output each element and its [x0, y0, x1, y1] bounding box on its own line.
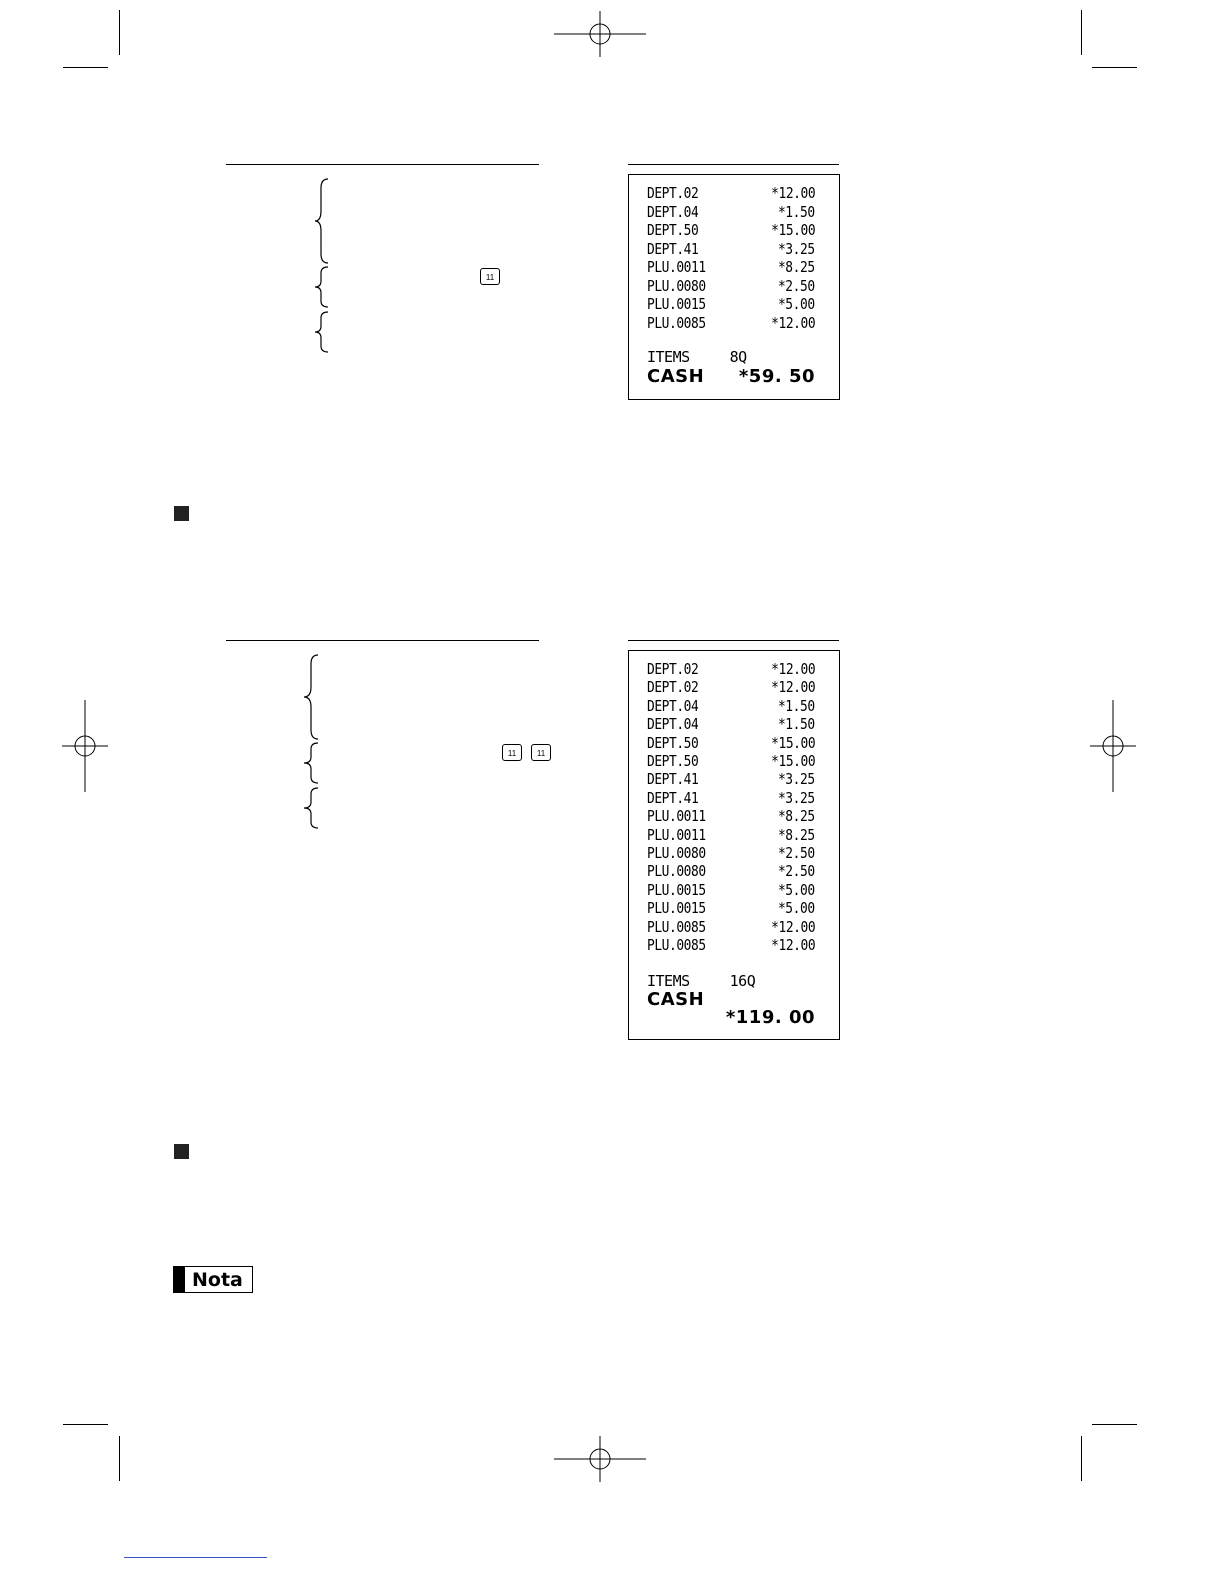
section-bullet	[174, 506, 189, 521]
item-amount: *5.00	[778, 880, 815, 899]
brace-group-plu-indirect	[300, 787, 322, 829]
receipt-2	[628, 650, 840, 1040]
receipt-line	[647, 203, 815, 221]
receipt-line	[647, 734, 815, 752]
crop-mark	[119, 10, 120, 55]
items-qty: 16Q	[729, 972, 756, 990]
crop-mark	[1092, 1424, 1137, 1425]
item-name: DEPT.04	[647, 202, 699, 221]
cash-amount: *59. 50	[738, 366, 815, 387]
item-amount: *1.50	[778, 696, 815, 715]
registration-mark-bottom	[554, 1436, 646, 1482]
item-name: PLU.0080	[647, 844, 706, 862]
item-amount: *5.00	[778, 295, 815, 313]
receipt-line	[647, 844, 815, 862]
receipt-line	[647, 789, 815, 807]
brace-group-depts	[300, 654, 322, 740]
receipt-line	[647, 770, 815, 788]
item-amount: *3.25	[778, 770, 815, 789]
receipt-line	[647, 936, 815, 954]
receipt-line	[647, 899, 815, 917]
receipt-1	[628, 174, 840, 400]
items-count	[647, 972, 755, 990]
dept-11-key: 11	[531, 744, 551, 761]
item-amount: *1.50	[778, 715, 815, 734]
item-amount: *8.25	[778, 807, 815, 826]
item-amount: *12.00	[770, 184, 815, 202]
items-count	[647, 348, 747, 366]
item-name: PLU.0015	[647, 295, 706, 313]
item-name: DEPT.41	[647, 770, 699, 789]
crop-mark	[1081, 1436, 1082, 1481]
item-amount: *12.00	[770, 917, 815, 936]
item-name: DEPT.50	[647, 733, 699, 752]
item-amount: *12.00	[770, 936, 815, 954]
item-amount: *12.00	[770, 660, 815, 678]
item-name: PLU.0015	[647, 880, 706, 899]
crop-mark	[1092, 67, 1137, 68]
key-operation-rule	[226, 640, 539, 641]
item-amount: *12.00	[770, 678, 815, 697]
item-name: PLU.0085	[647, 313, 706, 332]
receipt-line	[647, 881, 815, 899]
receipt-line	[647, 862, 815, 880]
receipt-line	[647, 697, 815, 715]
print-rule	[628, 164, 839, 165]
item-amount: *8.25	[778, 258, 815, 276]
brace-group-plu-direct	[300, 742, 322, 784]
item-name: PLU.0015	[647, 899, 706, 918]
item-name: PLU.0011	[647, 807, 706, 826]
item-name: PLU.0085	[647, 917, 706, 936]
registration-mark-right	[1090, 700, 1136, 792]
item-name: DEPT.04	[647, 696, 699, 715]
receipt-line	[647, 752, 815, 770]
footer-link-line	[124, 1557, 267, 1558]
item-name: PLU.0085	[647, 936, 706, 954]
item-name: DEPT.02	[647, 184, 699, 202]
item-name: DEPT.04	[647, 715, 699, 734]
items-label: ITEMS	[647, 972, 690, 990]
dept-11-key: 11	[502, 744, 522, 761]
receipt-line	[647, 295, 815, 313]
cash-label: CASH	[647, 366, 705, 387]
receipt-line	[647, 240, 815, 258]
item-amount: *1.50	[778, 202, 815, 221]
item-name: PLU.0011	[647, 258, 706, 276]
item-name: DEPT.02	[647, 678, 699, 697]
item-name: DEPT.50	[647, 752, 699, 770]
item-amount: *15.00	[770, 733, 815, 752]
receipt-line	[647, 715, 815, 733]
item-name: DEPT.41	[647, 788, 699, 807]
item-name: PLU.0080	[647, 276, 706, 295]
item-amount: *2.50	[778, 862, 815, 881]
brace-group-depts	[312, 178, 332, 264]
cash-amount: *119. 00	[725, 1007, 815, 1028]
item-amount: *3.25	[778, 239, 815, 258]
receipt-line	[647, 314, 815, 332]
note-bar	[174, 1267, 185, 1292]
receipt-line	[647, 660, 815, 678]
items-qty: 8Q	[729, 348, 747, 366]
crop-mark	[119, 1436, 120, 1481]
dept-11-key: 11	[480, 268, 500, 285]
item-amount: *15.00	[770, 752, 815, 770]
brace-group-plu-direct	[312, 266, 332, 308]
item-amount: *2.50	[778, 844, 815, 862]
item-name: DEPT.41	[647, 239, 699, 258]
crop-mark	[1081, 10, 1082, 55]
brace-group-plu-indirect	[312, 311, 332, 353]
item-amount: *5.00	[778, 899, 815, 918]
print-rule	[628, 640, 839, 641]
item-name: DEPT.50	[647, 221, 699, 239]
crop-mark	[63, 67, 108, 68]
item-amount: *12.00	[770, 313, 815, 332]
receipt-line	[647, 258, 815, 276]
key-operation-rule	[226, 164, 539, 165]
item-amount: *15.00	[770, 221, 815, 239]
item-name: DEPT.02	[647, 660, 699, 678]
item-amount: *3.25	[778, 788, 815, 807]
receipt-line	[647, 277, 815, 295]
receipt-line	[647, 918, 815, 936]
receipt-line	[647, 826, 815, 844]
item-name: PLU.0080	[647, 862, 706, 881]
note-label	[173, 1266, 253, 1293]
item-amount: *2.50	[778, 276, 815, 295]
registration-mark-left	[62, 700, 108, 792]
section-bullet	[174, 1144, 189, 1159]
registration-mark-top	[554, 11, 646, 57]
cash-label: CASH	[647, 989, 705, 1010]
receipt-line	[647, 807, 815, 825]
receipt-line	[647, 184, 815, 202]
crop-mark	[63, 1424, 108, 1425]
receipt-line	[647, 678, 815, 696]
item-amount: *8.25	[778, 825, 815, 844]
note-text: Nota	[192, 1269, 243, 1291]
receipt-line	[647, 221, 815, 239]
item-name: PLU.0011	[647, 825, 706, 844]
items-label: ITEMS	[647, 348, 690, 366]
